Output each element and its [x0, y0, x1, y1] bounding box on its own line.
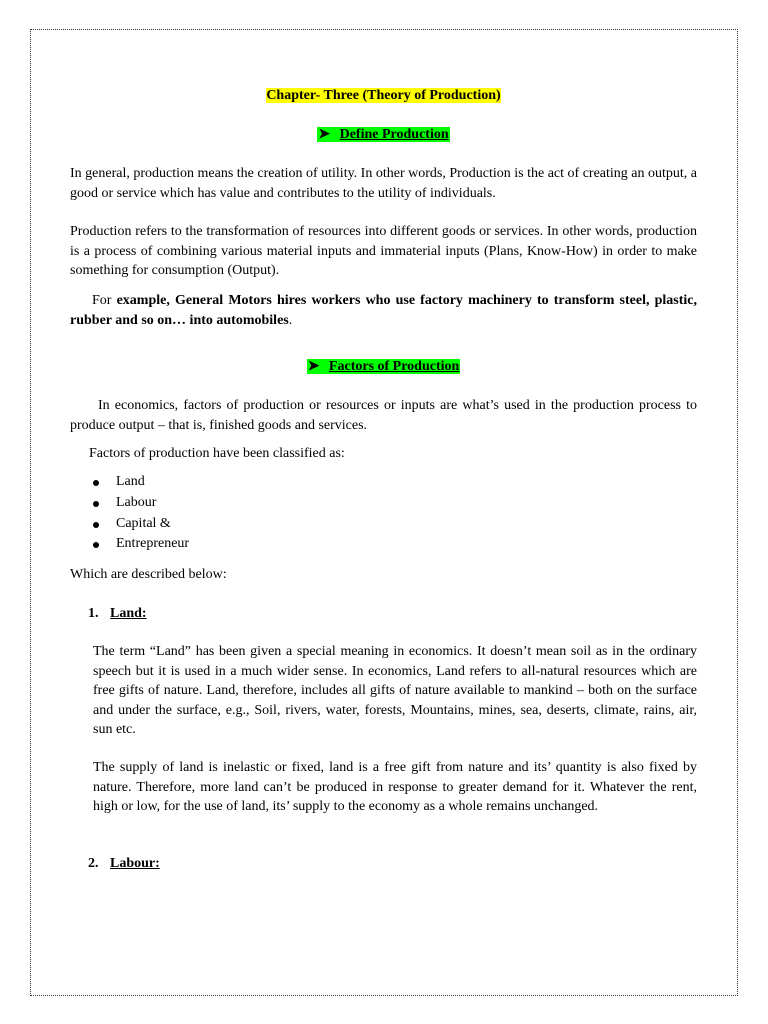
list-item-label: Land [116, 474, 145, 489]
bullet-dot-icon [93, 522, 99, 528]
paragraph-production-transformation: Production refers to the transformation of resources into different goods or services. In other words, production is a process of combining various material inputs and immaterial inputs (Plans, Know-How) in order to make something for consumption (Output). [70, 224, 697, 278]
example-end: . [288, 312, 293, 328]
section-number: 1. [88, 606, 99, 621]
paragraph-production-definition: In general, production means the creation of utility. In other words, Production is the act of creating an output, a good or service which has value and contributes to the utility of individuals. [70, 166, 697, 201]
heading-text: Define Production [339, 127, 449, 142]
list-item-label: Labour [116, 494, 157, 510]
chapter-title-text: Chapter- Three (Theory of Production) [266, 88, 501, 103]
section-title: Land: [110, 606, 147, 621]
paragraph-land-definition: The term “Land” has been given a special meaning in economics. It doesn’t mean soil as in the ordinary speech but it is used in a much wider sense. In economics, Land refers to all-natural resources which are free gifts of nature. Land, therefore, includes all gifts of nature available to mankind – both on the surface and under the surface, e.g., Soil, rivers, water, forests, Mountains, mines, sea, deserts, climate, rains, air, sun etc. [93, 644, 697, 737]
list-item-label: Capital & [116, 515, 171, 531]
heading-text: Factors of Production [328, 359, 460, 374]
section-heading-land [88, 604, 147, 624]
bullet-dot-icon [93, 542, 99, 548]
heading-highlight [307, 359, 461, 374]
paragraph-land-supply: The supply of land is inelastic or fixed, land is a free gift from nature and its’ quantity is also fixed by nature. Therefore, more land can’t be produced in response to greater demand for it. Whatever the rent, high or low, for the use of land, its’ supply to the economy as a whole remains unchanged. [93, 760, 697, 814]
example-bold-text: example, General Motors hires workers who use factory machinery to transform steel, plastic, rubber and so on… into automobiles [70, 293, 697, 328]
list-item-label: Entrepreneur [116, 536, 190, 552]
list-item [90, 514, 189, 535]
paragraph-factors-intro: In economics, factors of production or resources or inputs are what’s used in the production process to produce output – that is, finished goods and services. [70, 398, 697, 433]
section-number: 2. [88, 856, 99, 871]
arrow-right-icon: ➤ [307, 359, 320, 374]
section-heading-labour [88, 854, 160, 874]
paragraph-example [70, 291, 697, 330]
heading-factors-of-production [70, 357, 697, 377]
section-title: Labour: [110, 856, 160, 871]
heading-define-production [70, 125, 697, 145]
factors-list [90, 472, 189, 555]
list-item [90, 534, 189, 555]
chapter-title [70, 86, 697, 106]
list-item [90, 472, 189, 493]
heading-highlight [317, 127, 449, 142]
list-item [90, 493, 189, 514]
bullet-dot-icon [93, 480, 99, 486]
paragraph-factors-classified: Factors of production have been classified as: [89, 446, 345, 461]
example-lead: For [92, 293, 117, 308]
paragraph-described-below: Which are described below: [70, 567, 227, 582]
arrow-right-icon: ➤ [318, 127, 331, 142]
bullet-dot-icon [93, 501, 99, 507]
